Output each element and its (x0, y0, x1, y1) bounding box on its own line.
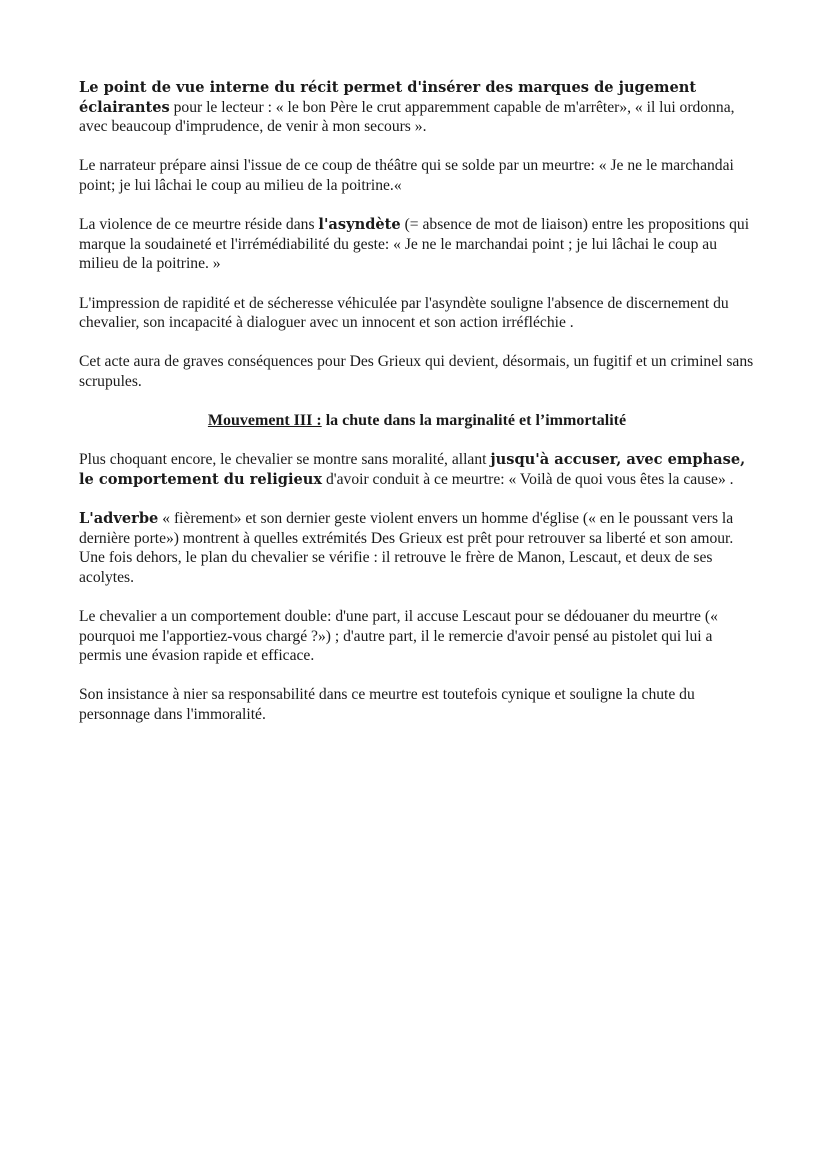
section-heading (79, 411, 755, 431)
paragraph-consequences (79, 352, 755, 391)
paragraph-text-start: Plus choquant encore, le chevalier se montre sans moralité, allant (79, 451, 491, 469)
heading-rest: la chute dans la marginalité et l’immortalité (321, 412, 627, 430)
paragraph-text: Son insistance à nier sa responsabilité dans ce meurtre est toutefois cynique et souligne la chute du personnage dans l'immoralité. (79, 686, 695, 723)
paragraph-text: Cet acte aura de graves conséquences pour Des Grieux qui devient, désormais, un fugitif et un criminel sans scrupules. (79, 353, 754, 390)
bold-phrase: Le point de vue interne du récit permet d'insérer des marques de jugement éclairantes (79, 79, 697, 116)
paragraph-text: Le narrateur prépare ainsi l'issue de ce coup de théâtre qui se solde par un meurtre: « Je ne le marchandai point; je lui lâchai le coup au milieu de la poitrine.« (79, 157, 734, 194)
document-page (79, 78, 755, 744)
paragraph-text-end: « fièrement» et son dernier geste violent envers un homme d'église (« en le poussant vers la dernière porte») montrent à quelles extrémités Des Grieux est prêt pour retrouver sa liberté et son amour. Une fois dehors, le plan du chevalier se vérifie : il retrouve le frère de Manon, Lescaut, et deux de ses acolytes. (79, 510, 734, 586)
paragraph-text-start: La violence de ce meurtre réside dans (79, 216, 319, 234)
paragraph-point-de-vue (79, 78, 755, 137)
paragraph-violence (79, 215, 755, 274)
heading-underlined: Mouvement III : (207, 412, 322, 430)
paragraph-narrateur (79, 156, 755, 195)
paragraph-choquant (79, 450, 755, 489)
bold-phrase: l'asyndète (318, 216, 401, 234)
bold-phrase: L'adverbe (79, 510, 159, 528)
paragraph-text-end: (= absence de mot de liaison) entre les propositions qui marque la soudaineté et l'irrémédiabilité du geste: « Je ne le marchandai point ; je lui lâchai le coup au milieu de la poitrine. » (79, 216, 750, 273)
paragraph-text: pour le lecteur : « le bon Père le crut apparemment capable de m'arrêter», « il lui ordonna, avec beaucoup d'imprudence, de venir à mon secours ». (79, 98, 735, 136)
paragraph-text: L'impression de rapidité et de sécheresse véhiculée par l'asyndète souligne l'absence de discernement du chevalier, son incapacité à dialoguer avec un innocent et son action irréfléchie . (79, 294, 729, 332)
bold-phrase: jusqu'à accuser, avec emphase, le comportement du religieux (79, 451, 746, 488)
paragraph-impression (79, 294, 755, 333)
paragraph-insistance (79, 685, 755, 724)
paragraph-text: Le chevalier a un comportement double: d'une part, il accuse Lescaut pour se dédouaner du meurtre (« pourquoi me l'apportiez-vous chargé ?») ; d'autre part, il le remercie d'avoir pensé au pistolet qui lui a permis une évasion rapide et efficace. (79, 608, 718, 665)
paragraph-adverbe (79, 509, 755, 587)
paragraph-comportement-double (79, 607, 755, 666)
paragraph-text-end: d'avoir conduit à ce meurtre: « Voilà de quoi vous êtes la cause» . (322, 470, 734, 488)
